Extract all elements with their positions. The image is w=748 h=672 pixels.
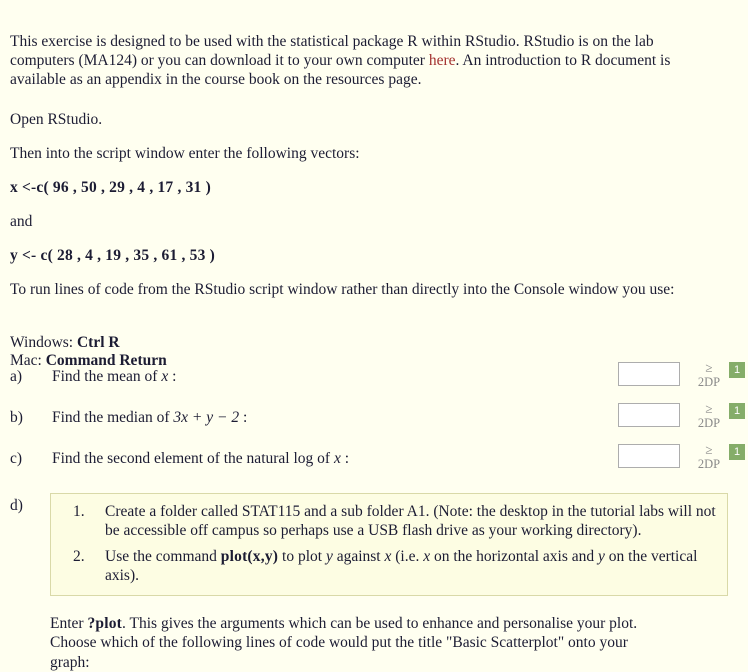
note-item-2-math-3: x [423, 548, 430, 565]
question-label-c: c) [10, 450, 42, 468]
hint-symbol-c: ≥ [692, 443, 726, 457]
note-item-2-text-2: to plot [278, 548, 326, 565]
plot-command: plot(x,y) [221, 548, 278, 565]
closing-paragraph [50, 614, 670, 672]
question-row-c [10, 444, 738, 478]
mac-label: Mac: [10, 352, 46, 369]
intro-text-before-link: This exercise is designed to be used with the statistical package R within RStudio. RStudio is on the lab computers (MA124) or you can download it to your own computer [10, 33, 654, 69]
hint-symbol-b: ≥ [692, 402, 726, 416]
question-text-c [52, 450, 349, 468]
note-item-2-math-1: y [326, 548, 333, 565]
windows-shortcut-line [10, 333, 710, 352]
closing-text-2: . This gives the arguments which can be used to enhance and personalise your plot. Choose which of the following lines of code would put the title "Basic Scatterplot" onto your graph: [50, 615, 637, 671]
hint-precision-c: 2DP [692, 457, 726, 471]
part-d-note-box [50, 493, 728, 596]
question-b-text-after: : [239, 409, 247, 426]
hint-precision-a: 2DP [692, 375, 726, 389]
question-row-b [10, 403, 738, 437]
note-list-item-2 [61, 547, 717, 585]
precision-hint-b [692, 402, 726, 430]
note-item-2-text-1: Use the command [105, 548, 221, 565]
question-b-math: 3x + y − 2 [173, 409, 239, 426]
windows-shortcut-key: Ctrl R [77, 334, 120, 351]
marks-badge-a: 1 [729, 362, 745, 378]
plot-help-command: ?plot [87, 615, 122, 632]
precision-hint-c [692, 443, 726, 471]
question-a-text-after: : [168, 368, 176, 385]
question-b-text-before: Find the median of [52, 409, 173, 426]
windows-label: Windows: [10, 334, 77, 351]
vector-x-code: x <-c( 96 , 50 , 29 , 4 , 17 , 31 ) [10, 178, 710, 197]
question-a-math: x [161, 368, 168, 385]
question-c-text-before: Find the second element of the natural log of [52, 450, 334, 467]
marks-badge-b: 1 [729, 403, 745, 419]
question-text-b [52, 409, 247, 427]
hint-precision-b: 2DP [692, 416, 726, 430]
note-item-2-math-4: y [598, 548, 605, 565]
precision-hint-a [692, 361, 726, 389]
hint-symbol-a: ≥ [692, 361, 726, 375]
note-item-2-text-6: on the vertical axis). [105, 548, 697, 584]
question-c-text-after: : [341, 450, 349, 467]
vector-y-code: y <- c( 28 , 4 , 19 , 35 , 61 , 53 ) [10, 246, 710, 265]
note-item-2-text-5: on the horizontal axis and [430, 548, 598, 565]
answer-input-a[interactable] [618, 362, 680, 386]
question-c-math: x [334, 450, 341, 467]
question-label-a: a) [10, 368, 42, 386]
question-label-b: b) [10, 409, 42, 427]
answer-input-b[interactable] [618, 403, 680, 427]
question-label-d: d) [10, 497, 23, 515]
run-instructions-text: To run lines of code from the RStudio script window rather than directly into the Console window you use: [10, 280, 700, 299]
note-list-item-1 [61, 502, 717, 540]
note-item-2-text-3: against [333, 548, 385, 565]
here-link[interactable]: here [429, 52, 456, 69]
marks-badge-c: 1 [729, 444, 745, 460]
intro-text-after-link: . An introduction to R document is available as an appendix in the course book on the resources page. [10, 52, 670, 88]
note-item-1-text: Create a folder called STAT115 and a sub folder A1. (Note: the desktop in the tutorial labs will not be accessible off campus so perhaps use a USB flash drive as your working directory). [105, 503, 716, 539]
open-rstudio-text: Open RStudio. [10, 110, 710, 129]
closing-text-1: Enter [50, 615, 87, 632]
note-item-2-number: 2. [73, 547, 99, 566]
enter-vectors-text: Then into the script window enter the following vectors: [10, 144, 710, 163]
note-item-2-math-2: x [384, 548, 391, 565]
question-a-text-before: Find the mean of [52, 368, 161, 385]
note-item-1-number: 1. [73, 502, 99, 521]
question-text-a [52, 368, 176, 386]
note-item-2-text-4: (i.e. [391, 548, 423, 565]
intro-paragraph [10, 32, 710, 89]
and-text: and [10, 212, 710, 231]
answer-input-c[interactable] [618, 444, 680, 468]
mac-shortcut-key: Command Return [46, 352, 167, 369]
question-row-a [10, 362, 738, 396]
note-item-2-text [105, 548, 697, 584]
